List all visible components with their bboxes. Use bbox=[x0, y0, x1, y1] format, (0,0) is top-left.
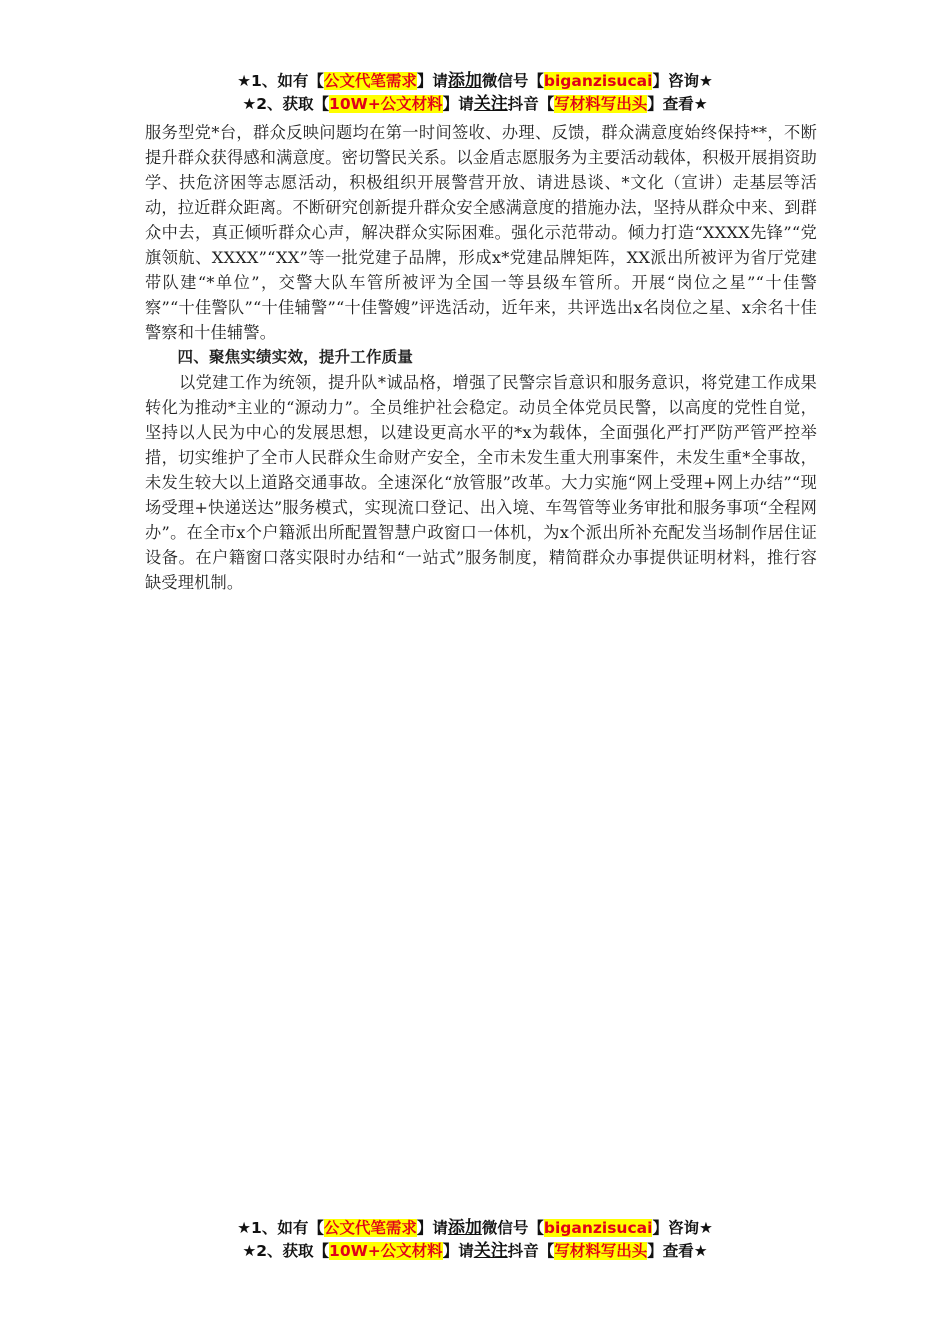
highlight-materials: 10W+公文材料 bbox=[329, 95, 443, 113]
emphasis-add: 添加 bbox=[447, 1218, 482, 1238]
highlight-douyin-account: 写材料写出头 bbox=[554, 1242, 648, 1260]
promo-text: 】请 bbox=[416, 1219, 448, 1237]
paragraph-results: 以党建工作为统领，提升队*诚品格，增强了民警宗旨意识和服务意识，将党建工作成果转化为推动*主业的“源动力”。全员维护社会稳定。动员全体党员民警，以高度的党性自觉，坚持以人民为中心的发展思想，以建设更高水平的*x为载体，全面强化严打严防严管严控举措，切实维护了全市人民群众生命财产安全，全市未发生重大刑事案件，未发生重*全事故，未发生较大以上道路交通事故。全速深化“放管服”改革。大力实施“网上受理+网上办结”“现场受理+快递送达”服务模式，实现流口登记、出入境、车驾管等业务审批和服务事项“全程网办”。在全市x个户籍派出所配置智慧户政窗口一体机，为x个派出所补充配发当场制作居住证设备。在户籍窗口落实限时办结和“一站式”服务制度，精简群众办事提供证明材料，推行容缺受理机制。 bbox=[145, 373, 817, 592]
promo-text: 微信号【 bbox=[481, 1219, 544, 1237]
promo-text: 】咨询★ bbox=[652, 1219, 713, 1237]
paragraph-service: 服务型党*台，群众反映问题均在第一时间签收、办理、反馈，群众满意度始终保持**，不断提升群众获得感和满意度。密切警民关系。以金盾志愿服务为主要活动载体，积极开展捐资助学、扶危济困等志愿活动，积极组织开展警营开放、请进恳谈、*文化（宣讲）走基层等活动，拉近群众距离。不断研究创新提升群众安全感满意度的措施办法，坚持从群众中来、到群众中去，真正倾听群众心声，解决群众实际困难。强化示范带动。倾力打造“XXXX先锋”“党旗领航、XXXX”“XX”等一批党建子品牌，形成x*党建品牌矩阵，XX派出所被评为省厅党建带队建“*单位”，交警大队车管所被评为全国一等县级车管所。开展“岗位之星”“十佳警察”“十佳警队”“十佳辅警”“十佳警嫂”评选活动，近年来，共评选出x名岗位之星、x余名十佳警察和十佳辅警。 bbox=[145, 123, 817, 342]
promo-line-2 bbox=[0, 93, 950, 116]
promo-text: 抖音【 bbox=[507, 1242, 555, 1260]
promo-text: 】查看★ bbox=[647, 1242, 708, 1260]
highlight-materials: 10W+公文材料 bbox=[329, 1242, 443, 1260]
promo-line-2 bbox=[0, 1240, 950, 1263]
section-heading-4: 四、聚焦实绩实效，提升工作质量 bbox=[177, 348, 414, 366]
top-promo-banner bbox=[0, 70, 950, 116]
promo-text: 微信号【 bbox=[481, 72, 544, 90]
highlight-service: 公文代笔需求 bbox=[323, 1219, 417, 1237]
emphasis-follow: 关注 bbox=[473, 94, 508, 114]
promo-text: 抖音【 bbox=[507, 95, 555, 113]
promo-text: ★2、获取【 bbox=[242, 95, 330, 113]
promo-line-1 bbox=[0, 1217, 950, 1240]
promo-text: ★1、如有【 bbox=[237, 1219, 324, 1237]
highlight-douyin-account: 写材料写出头 bbox=[554, 95, 648, 113]
promo-text: 】咨询★ bbox=[652, 72, 713, 90]
highlight-service: 公文代笔需求 bbox=[323, 72, 417, 90]
promo-text: 】请 bbox=[416, 72, 448, 90]
highlight-wechat-id: biganzisucai bbox=[543, 72, 653, 90]
promo-text: ★2、获取【 bbox=[242, 1242, 330, 1260]
promo-line-1 bbox=[0, 70, 950, 93]
emphasis-add: 添加 bbox=[447, 71, 482, 91]
promo-text: 】请 bbox=[442, 95, 474, 113]
highlight-wechat-id: biganzisucai bbox=[543, 1219, 653, 1237]
emphasis-follow: 关注 bbox=[473, 1241, 508, 1261]
promo-text: 】查看★ bbox=[647, 95, 708, 113]
promo-text: 】请 bbox=[442, 1242, 474, 1260]
promo-text: ★1、如有【 bbox=[237, 72, 324, 90]
document-body bbox=[145, 120, 817, 595]
bottom-promo-banner bbox=[0, 1217, 950, 1263]
